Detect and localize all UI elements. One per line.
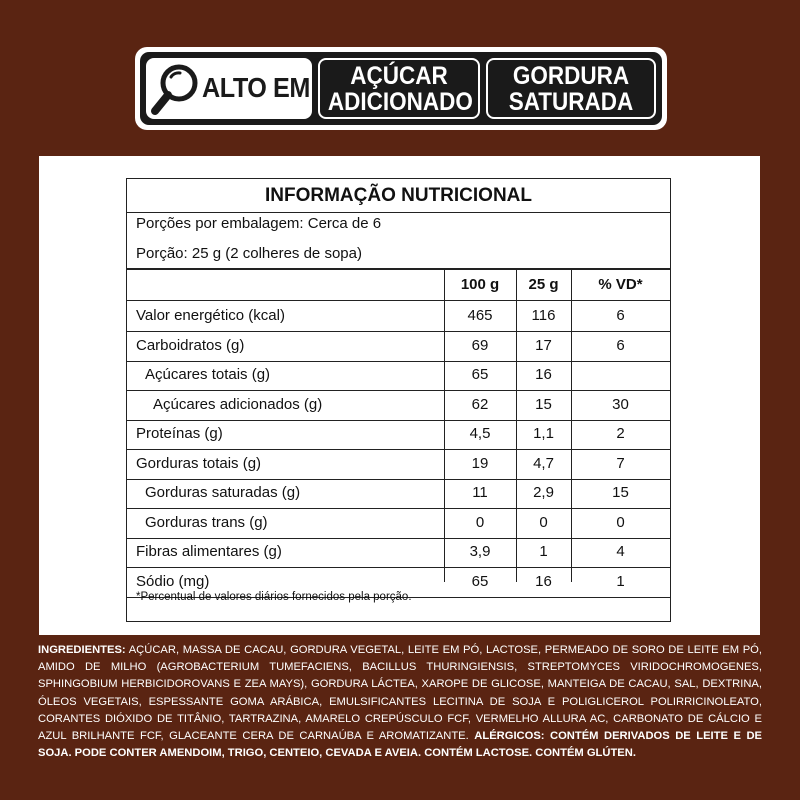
table-row xyxy=(127,419,670,450)
nutrient-label: Gorduras saturadas (g) xyxy=(145,484,301,501)
value-100g: 3,9 xyxy=(469,543,491,560)
nutrient-label: Açúcares adicionados (g) xyxy=(153,395,323,413)
value-100g: 11 xyxy=(472,484,488,501)
value-vd: 7 xyxy=(616,454,625,472)
acucar-line1: AÇÚCAR xyxy=(350,61,448,90)
alto-em-text: ALTO EM xyxy=(202,72,310,103)
value-25g: 4,7 xyxy=(533,454,554,472)
value-vd: 1 xyxy=(616,572,625,590)
ingredients-list: AÇÚCAR, MASSA DE CACAU, GORDURA VEGETAL, LEITE EM PÓ, LACTOSE, PERMEADO DE SORO DE LEITE EM PÓ, AMIDO DE MILHO (AGROBACTERIUM TUMEFACIENS, BACILLUS THURINGIENSIS, STREPTOMYCES VIRIDOCHROMOGENES, SPHINGOBIUM HERBICIDOROVANS E ZEA MAYS), GORDURA LÁCTEA, XAROPE DE GLICOSE, MANTEIGA DE CACAU, SAL, DEXTRINA, ÓLEOS VEGETAIS, ESPESSANTE GOMA ARÁBICA, EMULSIFICANTES LECITINA DE SOJA E POLIGLICEROL POLIRRICINOLEATO, CORANTES DIÓXIDO DE TITÂNIO, TARTRAZINA, AMARELO CREPÚSCULO FCF, VERMELHO ALLURA AC, CARBONATO DE CÁLCIO E AZUL BRILHANTE FCF, GLACEANTE CERA DE CARNAÚBA E AROMATIZANTE. xyxy=(38,644,762,743)
value-100g: 62 xyxy=(471,395,489,413)
table-row xyxy=(127,478,670,509)
table-row xyxy=(127,331,670,362)
header-100g: 100 g xyxy=(460,276,500,293)
value-100g: 4,5 xyxy=(469,425,491,442)
alto-em-label-box xyxy=(146,58,312,119)
table-row xyxy=(127,390,670,421)
value-25g: 0 xyxy=(539,513,548,531)
warning-seal-inner xyxy=(140,52,662,125)
value-25g: 15 xyxy=(535,395,552,413)
header-25g: 25 g xyxy=(528,276,559,293)
value-100g: 465 xyxy=(467,307,493,324)
header-vd: % VD* xyxy=(598,276,643,293)
value-vd: 15 xyxy=(612,484,629,501)
value-25g: 2,9 xyxy=(533,484,554,501)
nutrient-label: Açúcares totais (g) xyxy=(145,366,271,383)
value-25g: 1,1 xyxy=(533,425,554,442)
nutrition-panel xyxy=(39,156,760,635)
gordura-line2: SATURADA xyxy=(508,87,634,116)
nutrient-label: Valor energético (kcal) xyxy=(136,307,285,324)
acucar-adicionado-box xyxy=(318,58,480,119)
nutrient-label: Gorduras trans (g) xyxy=(145,513,268,531)
acucar-line2: ADICIONADO xyxy=(327,87,473,116)
value-vd: 6 xyxy=(616,336,625,354)
gordura-saturada-box xyxy=(486,58,656,119)
column-divider xyxy=(571,269,572,582)
nutrient-label: Proteínas (g) xyxy=(136,425,223,442)
column-divider xyxy=(444,269,445,582)
ingredients-text xyxy=(38,642,762,762)
nutrient-label: Sódio (mg) xyxy=(136,572,210,590)
nutrient-label: Gorduras totais (g) xyxy=(136,454,262,472)
value-25g: 1 xyxy=(539,543,548,560)
value-100g: 65 xyxy=(471,572,489,590)
ingredients-label: INGREDIENTES: xyxy=(38,644,126,656)
nutrient-label: Fibras alimentares (g) xyxy=(136,543,282,560)
nutrient-label: Carboidratos (g) xyxy=(136,336,245,354)
footnote: *Percentual de valores diários fornecidos pela porção. xyxy=(136,591,412,603)
value-vd: 0 xyxy=(616,513,625,531)
value-100g: 0 xyxy=(475,513,485,531)
value-vd: 4 xyxy=(616,543,625,560)
value-100g: 19 xyxy=(471,454,489,472)
column-divider xyxy=(516,269,517,582)
table-row xyxy=(127,301,670,332)
serving-size: Porção: 25 g (2 colheres de sopa) xyxy=(136,245,362,262)
table-row xyxy=(127,449,670,480)
value-vd: 30 xyxy=(612,395,629,413)
nutrition-table xyxy=(126,178,671,622)
value-100g: 69 xyxy=(471,336,489,354)
value-25g: 16 xyxy=(535,572,552,590)
magnifier-icon xyxy=(150,61,202,117)
servings-per-package: Porções por embalagem: Cerca de 6 xyxy=(136,215,382,232)
value-vd: 6 xyxy=(616,307,625,324)
value-25g: 116 xyxy=(531,307,556,324)
value-vd xyxy=(571,360,670,390)
table-header-row xyxy=(127,270,670,301)
value-100g: 65 xyxy=(471,366,489,383)
allergens-text: ALÉRGICOS: CONTÉM DERIVADOS DE LEITE E DE SOJA. PODE CONTER AMENDOIM, TRIGO, CENTEIO, CEVADA E AVEIA. CONTÉM LACTOSE. CONTÉM GLÚTEN. xyxy=(38,730,762,760)
value-vd: 2 xyxy=(616,425,625,442)
table-row xyxy=(127,508,670,539)
warning-seal xyxy=(135,47,667,130)
table-row xyxy=(127,537,670,568)
gordura-line1: GORDURA xyxy=(512,61,630,90)
value-25g: 17 xyxy=(535,336,552,354)
nutrition-title: INFORMAÇÃO NUTRICIONAL xyxy=(127,179,670,213)
value-25g: 16 xyxy=(535,366,552,383)
table-row xyxy=(127,360,670,391)
